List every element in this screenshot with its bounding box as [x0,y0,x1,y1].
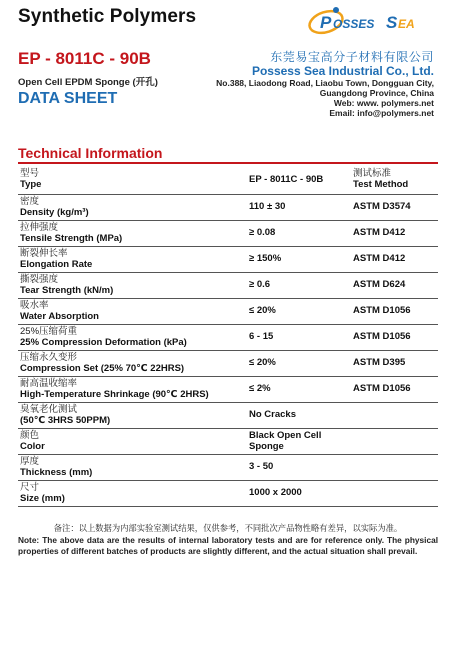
property-name-en: Water Absorption [20,311,99,322]
property-cell [18,220,247,246]
method-cell: ASTM D3574 [351,194,438,220]
table-row [18,480,438,506]
property-name-en: Color [20,441,45,452]
table-row [18,272,438,298]
value-cell: ≤ 20% [247,350,351,376]
property-name-en: High-Temperature Shrinkage (90℃ 2HRS) [20,389,209,400]
property-name-cn: 颜色 [20,429,40,441]
page-title: Synthetic Polymers [18,6,197,27]
property-name-en: (50℃ 3HRS 50PPM) [20,415,111,426]
property-cell [18,428,247,454]
property-name-cn: 厚度 [20,455,40,467]
method-cell [351,454,438,480]
value-cell: Black Open Cell Sponge [247,428,351,454]
property-cell [18,454,247,480]
method-header-cn: 测试标准 [353,167,392,179]
property-name-en: Tear Strength (kN/m) [20,285,114,296]
table-row [18,350,438,376]
section-title: Technical Information [18,145,163,161]
property-name-cn: 密度 [20,195,40,207]
table-row [18,376,438,402]
table-row [18,428,438,454]
property-name-en: Type [20,179,42,191]
table-row [18,220,438,246]
table-row [18,402,438,428]
company-name-en: Possess Sea Industrial Co., Ltd. [251,64,434,79]
method-cell: ASTM D412 [351,246,438,272]
company-email: Email: info@polymers.net [329,108,434,119]
property-name-cn: 拉伸强度 [20,221,59,233]
specs-table [18,165,438,507]
method-header-en: Test Method [353,179,409,191]
method-cell: ASTM D1056 [351,298,438,324]
property-name-cn: 型号 [20,167,40,179]
value-cell: ≥ 150% [247,246,351,272]
table-row [18,165,438,194]
value-cell: 110 ± 30 [247,194,351,220]
section-divider [18,162,438,164]
value-cell: ≤ 20% [247,298,351,324]
note-en: Note: The above data are the results of internal laboratory tests and are for reference only. The physical properties of different batches of products are slightly different, and the actual situation shall prevail. [18,534,438,556]
value-cell: ≥ 0.08 [247,220,351,246]
method-cell [351,165,438,194]
note-cn: 备注：以上数据为内部实验室测试结果，仅供参考，不同批次产品物性略有差异，以实际为准。 [53,523,403,533]
table-row [18,298,438,324]
property-name-cn: 撕裂强度 [20,273,59,285]
property-cell [18,298,247,324]
property-cell [18,246,247,272]
property-cell [18,402,247,428]
value-cell: EP - 8011C - 90B [247,165,351,194]
property-name-en: Density (kg/m³) [20,207,89,218]
property-name-cn: 尺寸 [20,481,40,493]
svg-text:P: P [320,13,332,32]
property-name-en: Thickness (mm) [20,467,93,478]
method-cell: ASTM D395 [351,350,438,376]
property-name-cn: 压缩永久变形 [20,351,78,363]
property-cell [18,324,247,350]
property-cell [18,376,247,402]
svg-text:OSSES: OSSES [333,17,375,31]
method-cell: ASTM D624 [351,272,438,298]
property-name-en: Size (mm) [20,493,65,504]
method-cell: ASTM D1056 [351,324,438,350]
product-subtitle: Open Cell EPDM Sponge (开孔) [18,77,158,88]
property-name-en: Elongation Rate [20,259,93,270]
method-cell [351,428,438,454]
document-type: DATA SHEET [18,90,118,107]
product-code: EP - 8011C - 90B [18,49,151,68]
property-cell [18,480,247,506]
table-row [18,324,438,350]
table-row [18,194,438,220]
property-name-en: 25% Compression Deformation (kPa) [20,337,187,348]
method-cell: ASTM D412 [351,220,438,246]
value-cell: 1000 x 2000 [247,480,351,506]
property-cell [18,272,247,298]
company-block [216,50,434,118]
property-cell [18,165,247,194]
property-name-en: Compression Set (25% 70℃ 22HRS) [20,363,185,374]
company-web: Web: www. polymers.net [333,98,434,109]
property-name-cn: 耐高温收缩率 [20,377,78,389]
table-row [18,454,438,480]
property-cell [18,350,247,376]
svg-text:EA: EA [398,17,415,31]
value-cell: No Cracks [247,402,351,428]
method-cell [351,402,438,428]
company-address-line2: Guangdong Province, China [319,88,434,99]
company-name-cn: 东莞易宝高分子材料有限公司 [270,50,434,64]
value-cell: 6 - 15 [247,324,351,350]
company-logo [306,2,436,36]
method-cell: ASTM D1056 [351,376,438,402]
property-name-cn: 吸水率 [20,299,49,311]
value-cell: ≤ 2% [247,376,351,402]
svg-text:S: S [386,13,398,32]
value-cell: 3 - 50 [247,454,351,480]
property-name-cn: 臭氧老化测试 [20,403,78,415]
property-name-cn: 断裂伸长率 [20,247,68,259]
table-row [18,246,438,272]
value-cell: ≥ 0.6 [247,272,351,298]
company-address-line1: No.388, Liaodong Road, Liaobu Town, Dongguan City, [216,78,434,89]
property-name-en: Tensile Strength (MPa) [20,233,123,244]
notes-block [18,523,438,558]
method-cell [351,480,438,506]
property-name-cn: 25%压缩荷重 [20,325,78,337]
property-cell [18,194,247,220]
